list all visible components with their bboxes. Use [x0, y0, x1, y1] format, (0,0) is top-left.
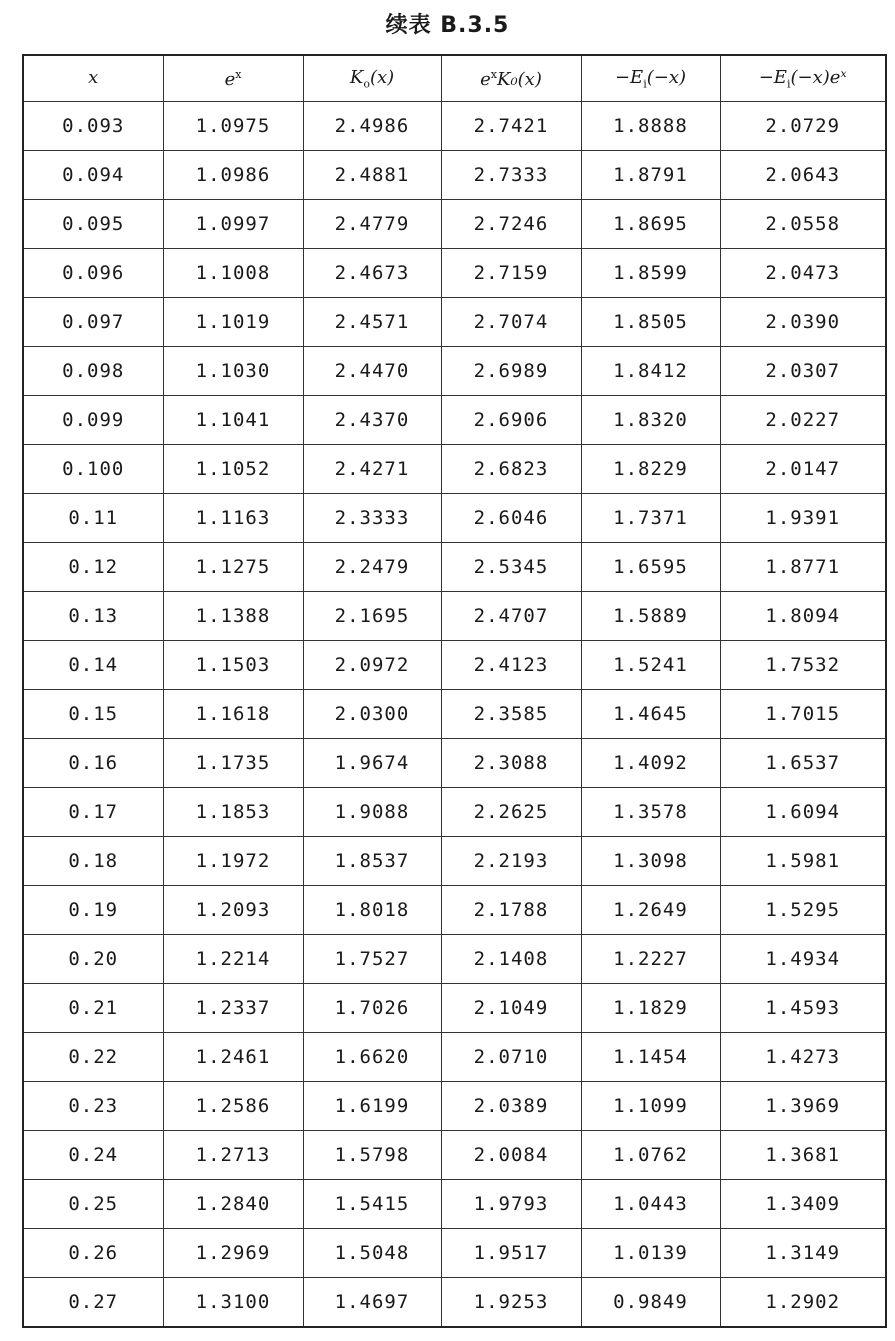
table-row — [23, 445, 886, 494]
table-cell: 1.1829 — [581, 984, 720, 1033]
table-cell: 1.2227 — [581, 935, 720, 984]
table-cell: 2.1408 — [441, 935, 581, 984]
table-cell: 1.1030 — [163, 347, 303, 396]
table-cell: 1.1052 — [163, 445, 303, 494]
table-cell: 2.4779 — [303, 200, 441, 249]
table-cell: 2.0084 — [441, 1131, 581, 1180]
table-row — [23, 592, 886, 641]
table-cell: 1.9391 — [720, 494, 886, 543]
table-cell: 1.1618 — [163, 690, 303, 739]
table-cell: 1.5241 — [581, 641, 720, 690]
table-cell: 1.2902 — [720, 1278, 886, 1328]
table-cell: 2.0558 — [720, 200, 886, 249]
table-cell: 1.0975 — [163, 102, 303, 151]
table-cell: 1.8094 — [720, 592, 886, 641]
table-cell: 1.4645 — [581, 690, 720, 739]
table-cell: 1.1735 — [163, 739, 303, 788]
table-row — [23, 200, 886, 249]
table-cell: 2.4470 — [303, 347, 441, 396]
table-cell: 1.8888 — [581, 102, 720, 151]
table-cell: 0.100 — [23, 445, 163, 494]
table-cell: 0.22 — [23, 1033, 163, 1082]
table-cell: 0.21 — [23, 984, 163, 1033]
table-row — [23, 690, 886, 739]
table-row — [23, 935, 886, 984]
table-row — [23, 1180, 886, 1229]
table-cell: 2.0389 — [441, 1082, 581, 1131]
table-cell: 2.2479 — [303, 543, 441, 592]
table-row — [23, 788, 886, 837]
table-row — [23, 1278, 886, 1328]
header-row — [23, 55, 886, 102]
table-cell: 0.25 — [23, 1180, 163, 1229]
table-cell: 2.6906 — [441, 396, 581, 445]
table-row — [23, 298, 886, 347]
table-cell: 1.8695 — [581, 200, 720, 249]
table-row — [23, 837, 886, 886]
table-cell: 1.1853 — [163, 788, 303, 837]
table-cell: 1.6620 — [303, 1033, 441, 1082]
header-k0: $K_o(x)$ — [303, 55, 441, 102]
table-cell: 0.20 — [23, 935, 163, 984]
header-ei: $-E_i(-x)$ — [581, 55, 720, 102]
table-cell: 1.9253 — [441, 1278, 581, 1328]
table-cell: 0.11 — [23, 494, 163, 543]
table-cell: 1.1099 — [581, 1082, 720, 1131]
table-cell: 1.3969 — [720, 1082, 886, 1131]
table-row — [23, 102, 886, 151]
table-cell: 1.6595 — [581, 543, 720, 592]
table-cell: 2.4370 — [303, 396, 441, 445]
table-cell: 1.7026 — [303, 984, 441, 1033]
table-cell: 2.3088 — [441, 739, 581, 788]
table-cell: 0.17 — [23, 788, 163, 837]
table-cell: 0.27 — [23, 1278, 163, 1328]
table-cell: 2.7159 — [441, 249, 581, 298]
table-cell: 0.18 — [23, 837, 163, 886]
table-cell: 1.7532 — [720, 641, 886, 690]
table-cell: 1.4697 — [303, 1278, 441, 1328]
table-cell: 1.2093 — [163, 886, 303, 935]
table-cell: 2.0473 — [720, 249, 886, 298]
table-cell: 1.1275 — [163, 543, 303, 592]
table-cell: 1.3100 — [163, 1278, 303, 1328]
table-cell: 1.5415 — [303, 1180, 441, 1229]
table-cell: 1.1972 — [163, 837, 303, 886]
table-cell: 1.3681 — [720, 1131, 886, 1180]
table-cell: 1.1503 — [163, 641, 303, 690]
table-cell: 1.6199 — [303, 1082, 441, 1131]
table-cell: 0.098 — [23, 347, 163, 396]
table-cell: 1.1388 — [163, 592, 303, 641]
table-cell: 2.6823 — [441, 445, 581, 494]
table-cell: 1.8771 — [720, 543, 886, 592]
table-cell: 1.2337 — [163, 984, 303, 1033]
table-cell: 0.24 — [23, 1131, 163, 1180]
table-cell: 2.4881 — [303, 151, 441, 200]
table-cell: 1.7015 — [720, 690, 886, 739]
table-row — [23, 1131, 886, 1180]
table-cell: 1.3409 — [720, 1180, 886, 1229]
table-cell: 1.9674 — [303, 739, 441, 788]
table-cell: 1.5048 — [303, 1229, 441, 1278]
table-cell: 0.099 — [23, 396, 163, 445]
table-cell: 2.0390 — [720, 298, 886, 347]
table-cell: 0.095 — [23, 200, 163, 249]
table-cell: 0.14 — [23, 641, 163, 690]
table-cell: 1.7527 — [303, 935, 441, 984]
table-cell: 2.4571 — [303, 298, 441, 347]
table-cell: 2.1049 — [441, 984, 581, 1033]
table-cell: 1.1008 — [163, 249, 303, 298]
table-cell: 1.5295 — [720, 886, 886, 935]
table-cell: 2.0729 — [720, 102, 886, 151]
table-cell: 2.0227 — [720, 396, 886, 445]
table-cell: 1.1019 — [163, 298, 303, 347]
table-cell: 2.7421 — [441, 102, 581, 151]
table-cell: 1.8537 — [303, 837, 441, 886]
table-cell: 2.1695 — [303, 592, 441, 641]
table-cell: 0.093 — [23, 102, 163, 151]
table-row — [23, 249, 886, 298]
table-row — [23, 151, 886, 200]
table-cell: 2.0307 — [720, 347, 886, 396]
table-cell: 0.096 — [23, 249, 163, 298]
table-cell: 0.097 — [23, 298, 163, 347]
table-cell: 0.9849 — [581, 1278, 720, 1328]
table-cell: 2.7074 — [441, 298, 581, 347]
table-cell: 1.7371 — [581, 494, 720, 543]
table-row — [23, 494, 886, 543]
table-cell: 1.4273 — [720, 1033, 886, 1082]
table-cell: 1.8320 — [581, 396, 720, 445]
table-cell: 2.0710 — [441, 1033, 581, 1082]
table-cell: 2.0300 — [303, 690, 441, 739]
table-row — [23, 641, 886, 690]
table-cell: 2.5345 — [441, 543, 581, 592]
table-cell: 1.0443 — [581, 1180, 720, 1229]
table-row — [23, 984, 886, 1033]
table-cell: 2.4673 — [303, 249, 441, 298]
function-table — [22, 54, 887, 1328]
table-cell: 1.9517 — [441, 1229, 581, 1278]
header-exp-x: $e^x$ — [163, 55, 303, 102]
table-cell: 0.094 — [23, 151, 163, 200]
table-cell: 0.15 — [23, 690, 163, 739]
table-cell: 1.2461 — [163, 1033, 303, 1082]
table-cell: 2.4707 — [441, 592, 581, 641]
table-cell: 2.0972 — [303, 641, 441, 690]
table-row — [23, 739, 886, 788]
table-cell: 1.3098 — [581, 837, 720, 886]
table-cell: 2.6989 — [441, 347, 581, 396]
table-row — [23, 1033, 886, 1082]
table-cell: 2.2193 — [441, 837, 581, 886]
table-cell: 1.2969 — [163, 1229, 303, 1278]
table-cell: 1.6094 — [720, 788, 886, 837]
table-cell: 1.1454 — [581, 1033, 720, 1082]
table-cell: 2.4123 — [441, 641, 581, 690]
table-cell: 1.8412 — [581, 347, 720, 396]
table-row — [23, 543, 886, 592]
table-cell: 2.7246 — [441, 200, 581, 249]
table-cell: 1.2713 — [163, 1131, 303, 1180]
table-cell: 1.2586 — [163, 1082, 303, 1131]
table-cell: 2.6046 — [441, 494, 581, 543]
table-cell: 1.0997 — [163, 200, 303, 249]
table-cell: 1.1041 — [163, 396, 303, 445]
table-row — [23, 886, 886, 935]
table-cell: 1.8505 — [581, 298, 720, 347]
table-cell: 2.4271 — [303, 445, 441, 494]
table-cell: 1.4593 — [720, 984, 886, 1033]
table-cell: 1.8018 — [303, 886, 441, 935]
table-cell: 1.0139 — [581, 1229, 720, 1278]
table-row — [23, 347, 886, 396]
table-cell: 2.3333 — [303, 494, 441, 543]
table-cell: 1.1163 — [163, 494, 303, 543]
table-cell: 1.8229 — [581, 445, 720, 494]
table-cell: 0.16 — [23, 739, 163, 788]
table-cell: 1.6537 — [720, 739, 886, 788]
table-title: 续表 B.3.5 — [385, 13, 510, 38]
table-cell: 2.2625 — [441, 788, 581, 837]
header-ei-exp: $-E_i(-x)eˣ$ — [720, 55, 886, 102]
table-cell: 1.2649 — [581, 886, 720, 935]
table-cell: 0.13 — [23, 592, 163, 641]
table-row — [23, 1082, 886, 1131]
table-cell: 1.3578 — [581, 788, 720, 837]
table-cell: 2.3585 — [441, 690, 581, 739]
table-cell: 1.0762 — [581, 1131, 720, 1180]
table-cell: 2.4986 — [303, 102, 441, 151]
table-cell: 0.26 — [23, 1229, 163, 1278]
table-cell: 2.1788 — [441, 886, 581, 935]
table-cell: 1.4092 — [581, 739, 720, 788]
header-exp-k0: $e^xK_0(x)$ — [441, 55, 581, 102]
table-cell: 1.0986 — [163, 151, 303, 200]
table-cell: 1.4934 — [720, 935, 886, 984]
table-cell: 1.2840 — [163, 1180, 303, 1229]
table-cell: 1.5798 — [303, 1131, 441, 1180]
table-row — [23, 1229, 886, 1278]
table-cell: 1.9793 — [441, 1180, 581, 1229]
table-cell: 1.2214 — [163, 935, 303, 984]
table-cell: 1.5889 — [581, 592, 720, 641]
table-cell: 1.5981 — [720, 837, 886, 886]
table-cell: 2.0643 — [720, 151, 886, 200]
table-cell: 1.3149 — [720, 1229, 886, 1278]
header-x: x — [23, 55, 163, 102]
table-cell: 0.19 — [23, 886, 163, 935]
table-cell: 1.8791 — [581, 151, 720, 200]
table-cell: 0.12 — [23, 543, 163, 592]
table-body — [23, 102, 886, 1328]
table-cell: 2.7333 — [441, 151, 581, 200]
table-cell: 2.0147 — [720, 445, 886, 494]
table-row — [23, 396, 886, 445]
table-cell: 1.9088 — [303, 788, 441, 837]
table-cell: 1.8599 — [581, 249, 720, 298]
table-cell: 0.23 — [23, 1082, 163, 1131]
